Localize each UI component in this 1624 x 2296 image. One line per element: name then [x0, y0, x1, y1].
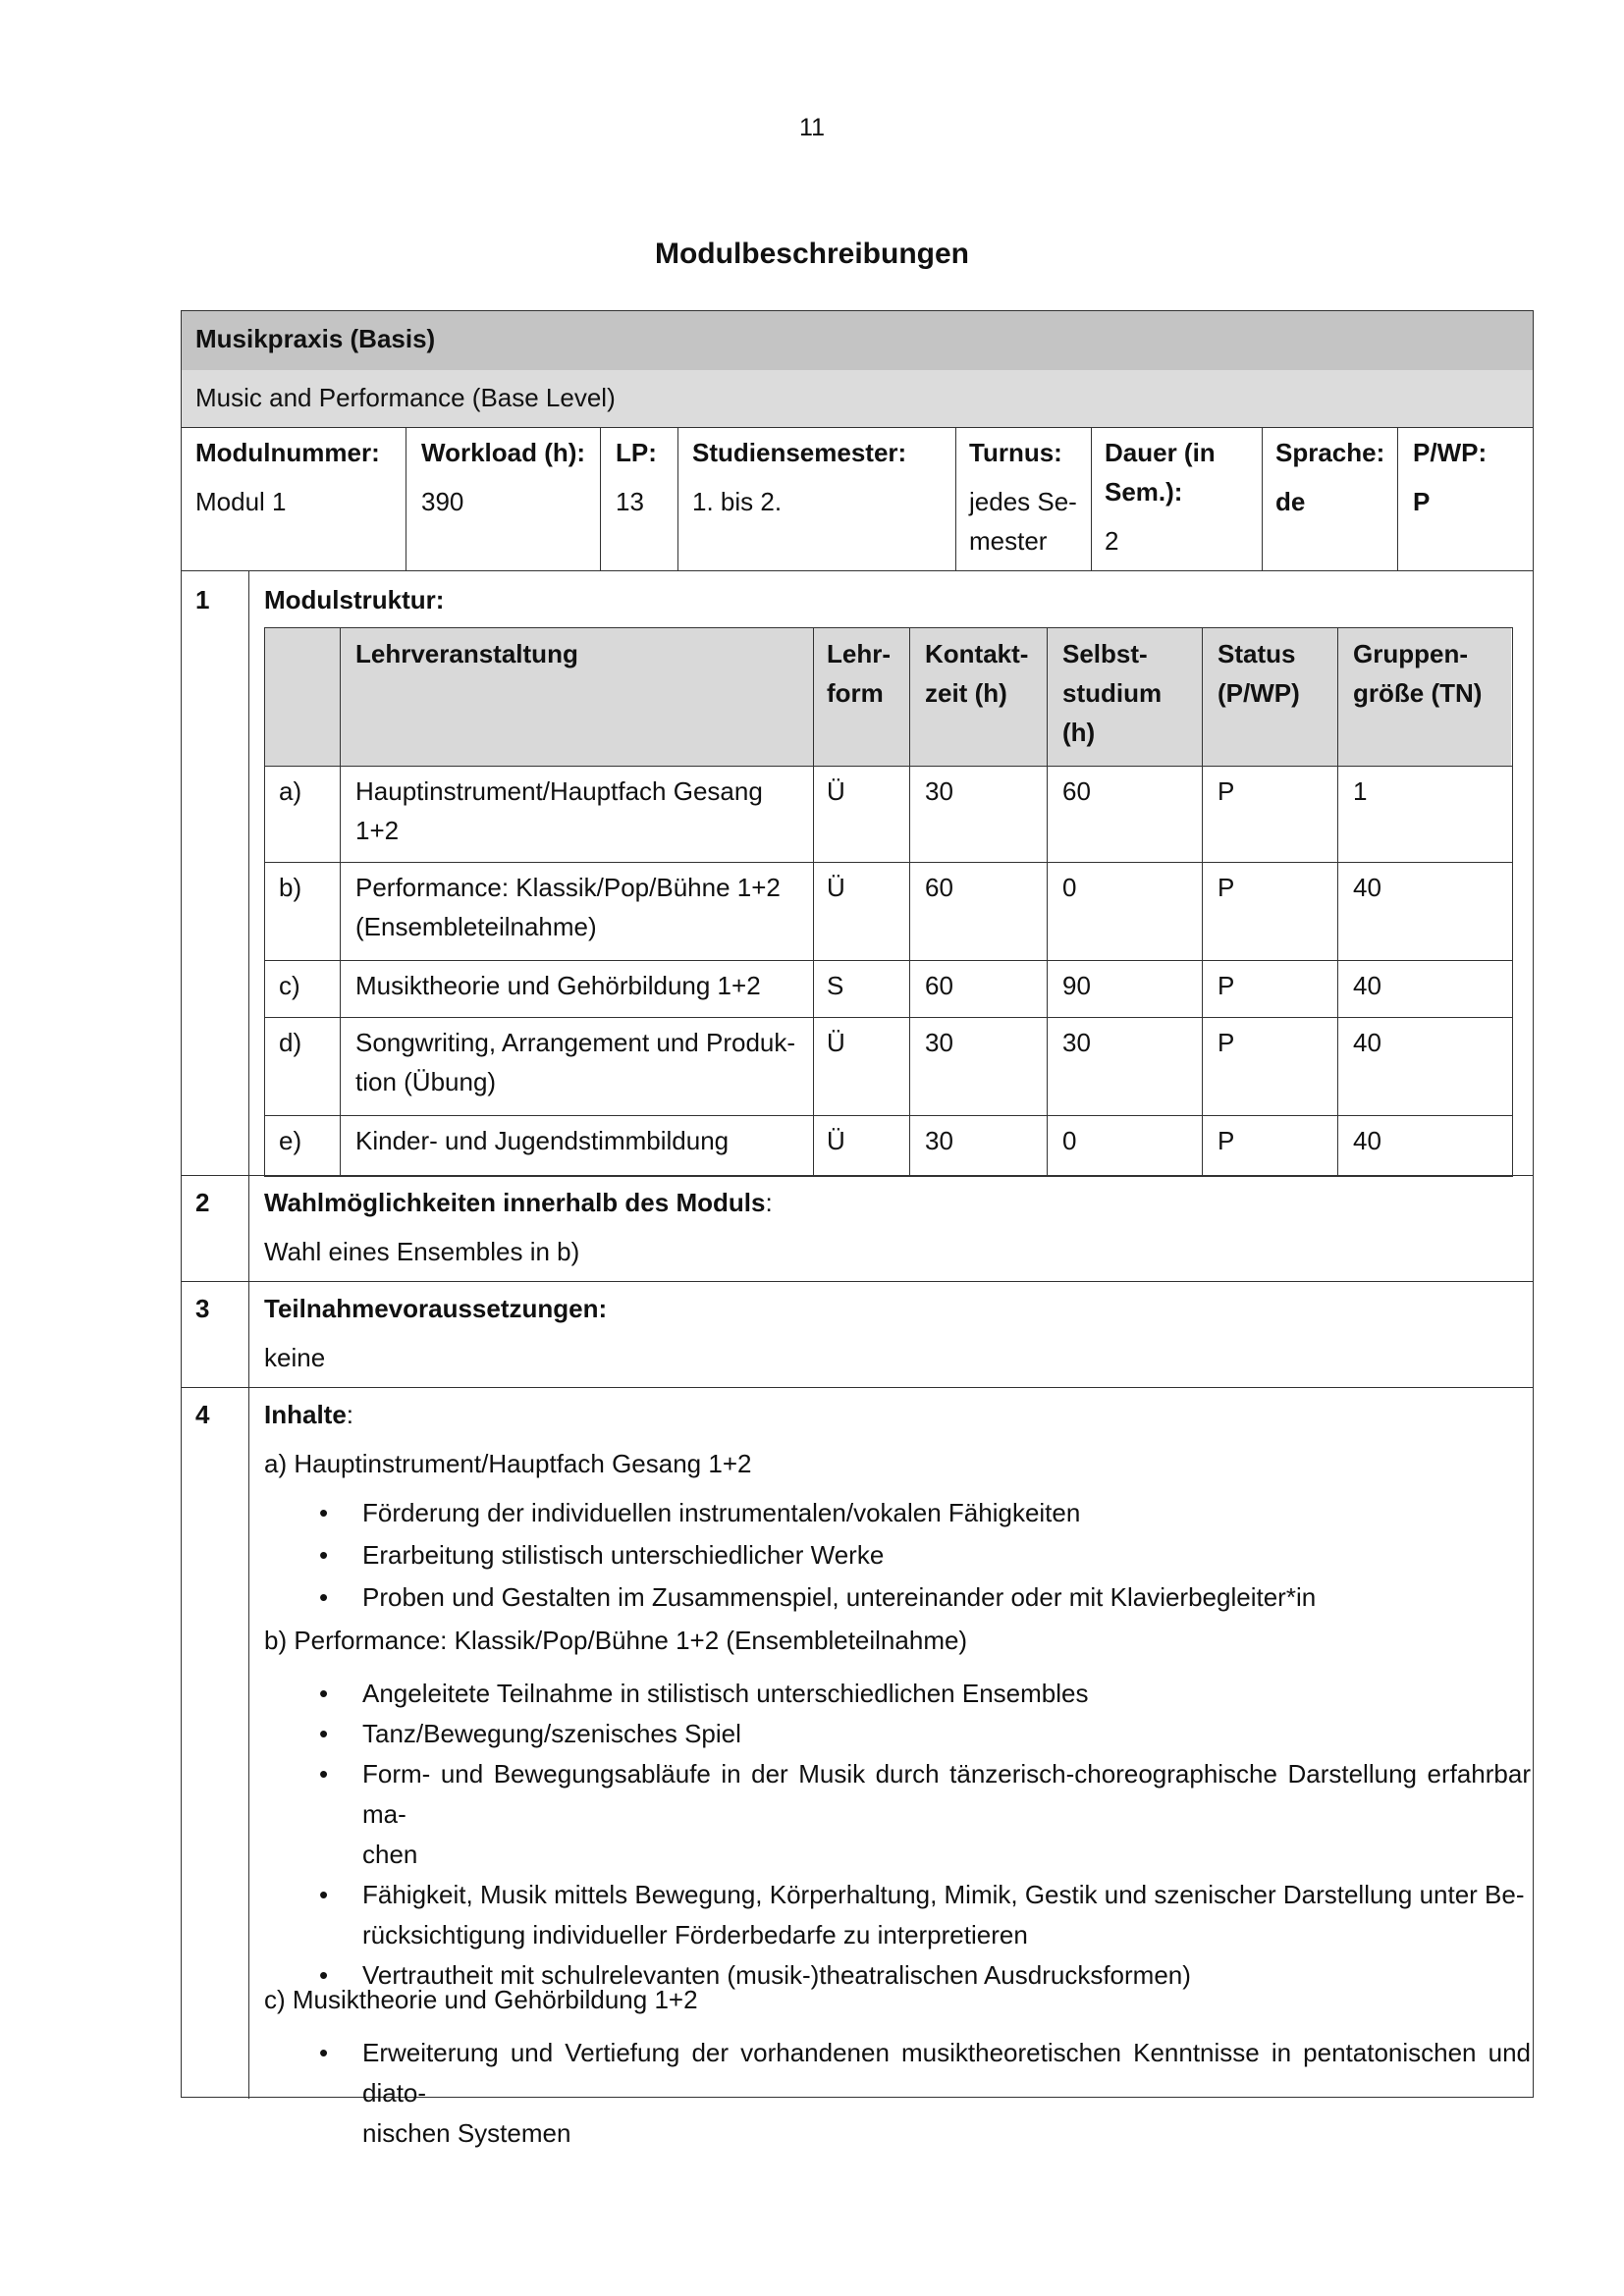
section-number: 1: [195, 585, 210, 614]
page-title: Modulbeschreibungen: [654, 238, 969, 270]
row-contact: 30: [925, 1126, 953, 1155]
meta-value-turnus: jedes Se- mester: [969, 487, 1077, 556]
row-self: 60: [1062, 776, 1091, 806]
row-group: 40: [1353, 971, 1381, 1000]
meta-label-sprache: Sprache:: [1275, 438, 1385, 467]
meta-label-pwp: P/WP:: [1413, 438, 1488, 467]
col-header-kontaktzeit: Kontakt- zeit (h): [925, 639, 1029, 708]
list-item: • Vertrautheit mit schulrelevanten (musik-)theatralischen Ausdrucksformen): [264, 1955, 1531, 1996]
col-header-gruppengroesse: Gruppen- größe (TN): [1353, 639, 1483, 708]
module-name: Musikpraxis (Basis): [195, 324, 436, 353]
list-item: • Erweiterung und Vertiefung der vorhandenen musiktheoretischen Kenntnisse in pentatonischen und diato- nischen Systemen: [264, 2033, 1531, 2154]
row-group: 40: [1353, 1126, 1381, 1155]
structure-table: [264, 627, 1513, 1177]
row-form: Ü: [827, 1028, 845, 1057]
row-course: Kinder- und Jugendstimmbildung: [355, 1126, 730, 1155]
col-header-selbststudium: Selbst- studium (h): [1062, 639, 1163, 747]
row-contact: 30: [925, 776, 953, 806]
row-contact: 60: [925, 971, 953, 1000]
row-self: 0: [1062, 1126, 1077, 1155]
row-group: 40: [1353, 1028, 1381, 1057]
row-course: Musiktheorie und Gehörbildung 1+2: [355, 971, 761, 1000]
row-id: c): [279, 971, 300, 1000]
row-form: S: [827, 971, 844, 1000]
meta-label-dauer: Dauer (in Sem.):: [1105, 438, 1216, 507]
list-item: • Förderung der individuellen instrumentalen/vokalen Fähigkeiten: [264, 1493, 1531, 1533]
row-self: 30: [1062, 1028, 1091, 1057]
row-id: e): [279, 1126, 302, 1155]
meta-label-turnus: Turnus:: [969, 438, 1062, 467]
section-text-wahlmoeglichkeiten: Wahl eines Ensembles in b): [264, 1237, 580, 1266]
section-text-teilnahmevoraussetzungen: keine: [264, 1343, 326, 1372]
module-table: [181, 310, 1534, 2148]
list-item: • Tanz/Bewegung/szenisches Spiel: [264, 1714, 1531, 1754]
row-self: 0: [1062, 873, 1077, 902]
row-form: Ü: [827, 873, 845, 902]
col-header-lehrform: Lehr- form: [827, 639, 891, 708]
row-course: Hauptinstrument/Hauptfach Gesang 1+2: [355, 776, 763, 845]
contents-a-list: [264, 1493, 1531, 1618]
row-status: P: [1218, 776, 1235, 806]
section-heading-teilnahmevoraussetzungen: Teilnahmevoraussetzungen:: [264, 1294, 608, 1323]
module-name-row: [182, 311, 1533, 370]
section-heading-wahlmoeglichkeiten: Wahlmöglichkeiten innerhalb des Moduls:: [264, 1188, 773, 1217]
row-id: b): [279, 873, 302, 902]
contents-b-title: b) Performance: Klassik/Pop/Bühne 1+2 (Ensembleteilnahme): [264, 1626, 968, 1655]
row-course: Performance: Klassik/Pop/Bühne 1+2 (Ensembleteilnahme): [355, 873, 781, 941]
list-item: • Angeleitete Teilnahme in stilistisch unterschiedlichen Ensembles: [264, 1674, 1531, 1714]
module-name-en-row: [182, 370, 1533, 427]
meta-value-dauer: 2: [1105, 526, 1119, 556]
row-form: Ü: [827, 1126, 845, 1155]
row-course: Songwriting, Arrangement und Produk- tion (Übung): [355, 1028, 796, 1096]
list-item: • Proben und Gestalten im Zusammenspiel, untereinander oder mit Klavierbegleiter*in: [264, 1577, 1531, 1618]
contents-c-title: c) Musiktheorie und Gehörbildung 1+2: [264, 1985, 698, 2014]
contents-c-list: [264, 2033, 1531, 2154]
meta-value-sprache: de: [1275, 487, 1306, 516]
row-contact: 30: [925, 1028, 953, 1057]
page-number: 11: [799, 114, 825, 141]
contents-a-title: a) Hauptinstrument/Hauptfach Gesang 1+2: [264, 1449, 752, 1478]
row-status: P: [1218, 971, 1235, 1000]
section-number: 4: [195, 1400, 210, 1429]
module-meta-row: [182, 427, 1533, 570]
meta-label-studiensemester: Studiensemester:: [692, 438, 907, 467]
col-header-lehrveranstaltung: Lehrveranstaltung: [355, 639, 578, 668]
list-item: • Form- und Bewegungsabläufe in der Musik durch tänzerisch-choreographische Darstellung erfahrbar ma- chen: [264, 1754, 1531, 1875]
row-status: P: [1218, 1126, 1235, 1155]
meta-label-lp: LP:: [616, 438, 657, 467]
section-number: 2: [195, 1188, 210, 1217]
section-heading-inhalte: Inhalte:: [264, 1400, 354, 1429]
row-id: d): [279, 1028, 302, 1057]
row-group: 1: [1353, 776, 1368, 806]
row-id: a): [279, 776, 302, 806]
meta-label-workload: Workload (h):: [421, 438, 586, 467]
meta-value-workload: 390: [421, 487, 464, 516]
list-item: • Erarbeitung stilistisch unterschiedlicher Werke: [264, 1535, 1531, 1575]
row-form: Ü: [827, 776, 845, 806]
row-self: 90: [1062, 971, 1091, 1000]
row-status: P: [1218, 873, 1235, 902]
col-header-status: Status (P/WP): [1218, 639, 1300, 708]
meta-label-modulnummer: Modulnummer:: [195, 438, 380, 467]
section-heading-modulstruktur: Modulstruktur:: [264, 585, 445, 614]
list-item: • Fähigkeit, Musik mittels Bewegung, Körperhaltung, Mimik, Gestik und szenischer Darstellung unter Be- rücksichtigung individueller Förderbedarfe zu interpretieren: [264, 1875, 1531, 1955]
meta-value-modulnummer: Modul 1: [195, 487, 287, 516]
meta-value-pwp: P: [1413, 487, 1431, 516]
row-group: 40: [1353, 873, 1381, 902]
meta-value-lp: 13: [616, 487, 644, 516]
row-status: P: [1218, 1028, 1235, 1057]
section-number: 3: [195, 1294, 210, 1323]
contents-b-list: [264, 1674, 1531, 1996]
module-name-en: Music and Performance (Base Level): [195, 383, 616, 412]
meta-value-studiensemester: 1. bis 2.: [692, 487, 783, 516]
row-contact: 60: [925, 873, 953, 902]
